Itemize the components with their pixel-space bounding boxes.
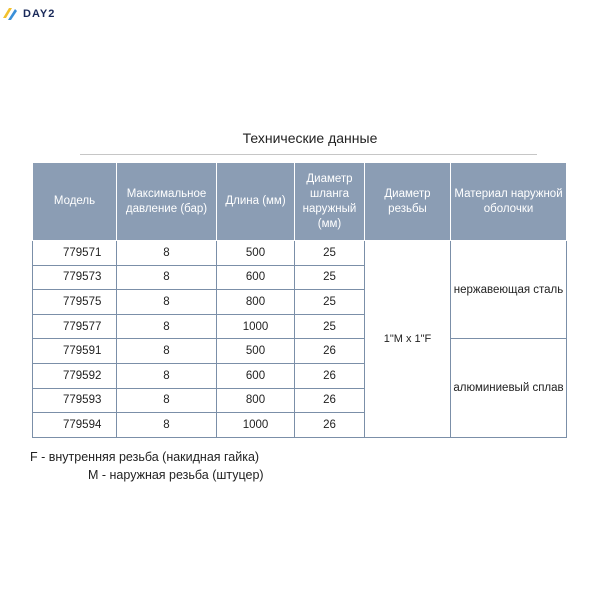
- material-cell-aluminum: алюминиевый сплав: [451, 339, 567, 437]
- logo-mark-icon: [2, 6, 18, 22]
- header-material: Материал наружной оболочки: [451, 163, 567, 241]
- length-cell: 800: [217, 290, 295, 315]
- spec-table: [32, 162, 567, 438]
- table-header-row: [33, 163, 567, 241]
- thread-cell: 1"M x 1"F: [365, 241, 451, 438]
- pressure-cell: 8: [117, 363, 217, 388]
- length-cell: 600: [217, 265, 295, 290]
- diameter-cell: 25: [295, 290, 365, 315]
- length-cell: 600: [217, 363, 295, 388]
- pressure-cell: 8: [117, 290, 217, 315]
- table-row: [33, 339, 567, 364]
- header-max-pressure: Максимальное давление (бар): [117, 163, 217, 241]
- diameter-cell: 26: [295, 339, 365, 364]
- brand-logo: [2, 4, 72, 24]
- length-cell: 1000: [217, 413, 295, 438]
- diameter-cell: 26: [295, 363, 365, 388]
- material-cell-stainless: нержавеющая сталь: [451, 241, 567, 339]
- header-hose-diameter: Диаметр шланга наружный (мм): [295, 163, 365, 241]
- pressure-cell: 8: [117, 339, 217, 364]
- length-cell: 500: [217, 241, 295, 266]
- model-cell: 779573: [33, 265, 117, 290]
- pressure-cell: 8: [117, 314, 217, 339]
- pressure-cell: 8: [117, 388, 217, 413]
- pressure-cell: 8: [117, 413, 217, 438]
- page-title: Технические данные: [242, 130, 378, 146]
- model-cell: 779575: [33, 290, 117, 315]
- model-cell: 779592: [33, 363, 117, 388]
- diameter-cell: 26: [295, 413, 365, 438]
- diameter-cell: 25: [295, 265, 365, 290]
- note-m-thread: M - наружная резьба (штуцер): [88, 468, 264, 482]
- model-cell: 779594: [33, 413, 117, 438]
- diameter-cell: 26: [295, 388, 365, 413]
- title-divider: [80, 154, 537, 155]
- pressure-cell: 8: [117, 241, 217, 266]
- diameter-cell: 25: [295, 314, 365, 339]
- length-cell: 500: [217, 339, 295, 364]
- model-cell: 779593: [33, 388, 117, 413]
- model-cell: 779571: [33, 241, 117, 266]
- logo-text: DAY2: [23, 8, 56, 20]
- note-f-thread: F - внутренняя резьба (накидная гайка): [30, 450, 260, 464]
- length-cell: 800: [217, 388, 295, 413]
- header-length: Длина (мм): [217, 163, 295, 241]
- header-thread-diameter: Диаметр резьбы: [365, 163, 451, 241]
- pressure-cell: 8: [117, 265, 217, 290]
- diameter-cell: 25: [295, 241, 365, 266]
- table-row: [33, 241, 567, 266]
- model-cell: 779577: [33, 314, 117, 339]
- model-cell: 779591: [33, 339, 117, 364]
- length-cell: 1000: [217, 314, 295, 339]
- header-model: Модель: [33, 163, 117, 241]
